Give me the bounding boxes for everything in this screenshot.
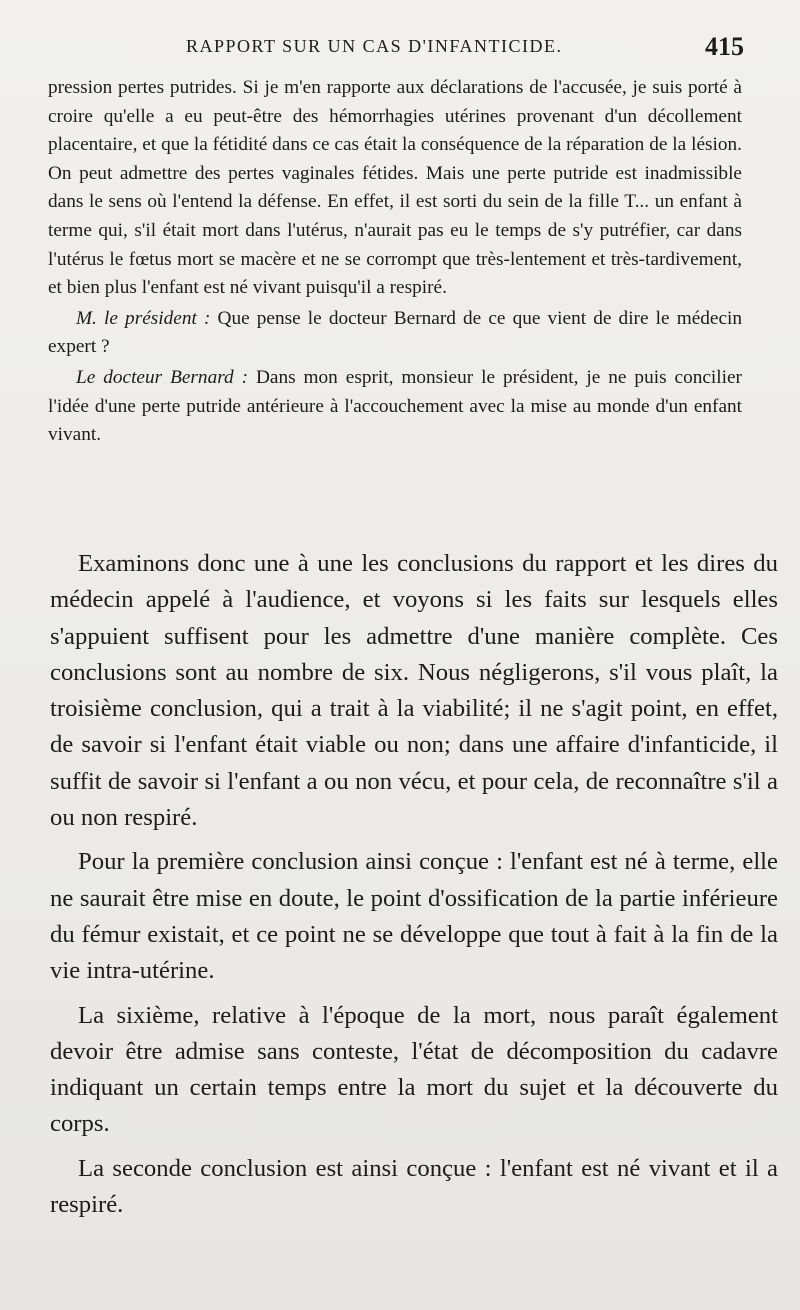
testimony-block	[48, 74, 742, 452]
body-paragraph: La seconde conclusion est ainsi conçue : l'enfant est né vivant et il a respiré.	[50, 1154, 778, 1219]
body-paragraph: La sixième, relative à l'époque de la mort, nous paraît également devoir être admise sans conteste, l'état de décomposition du cadavre indiquant un certain temps entre la mort du sujet et la découverte du corps.	[50, 1001, 778, 1138]
question-text: Que pense le docteur Bernard de ce que vient de dire le médecin expert ?	[48, 307, 743, 358]
body-paragraph: Examinons donc une à une les conclusions du rapport et les dires du médecin appelé à l'audience, et voyons si les faits sur lesquels elles s'appuient suffisent pour les admettre d'une manière complète. Ces conclusions sont au nombre de six. Nous négligerons, s'il vous plaît, la troisième conclusion, qui a trait à la viabilité; il ne s'agit point, en effet, de savoir si l'enfant était viable ou non; dans une affaire d'infanticide, il suffit de savoir si l'enfant a ou non vécu, et pour cela, de reconnaître s'il a ou non respiré.	[50, 550, 778, 832]
answer-text: Dans mon esprit, monsieur le président, je ne puis concilier l'idée d'une perte putride antérieure à l'accouchement avec la mise au monde d'un enfant vivant.	[48, 366, 742, 446]
doctor-answer	[48, 364, 742, 450]
speaker-label: Le docteur Bernard :	[76, 366, 249, 388]
president-question	[48, 305, 742, 362]
running-title: RAPPORT SUR UN CAS D'INFANTICIDE.	[186, 36, 563, 56]
testimony-paragraph: pression pertes putrides. Si je m'en rapporte aux déclarations de l'accusée, je suis porté à croire qu'elle a eu peut-être des hémorrhagies utérines provenant d'un décollement placentaire, et que la fétidité dans ce cas était la conséquence de la réparation de la lésion. On peut admettre des pertes vaginales fétides. Mais une perte putride est inadmissible dans le sens où l'entend la défense. En effet, il est sorti du sein de la fille T... un enfant à terme qui, s'il était mort dans l'utérus, n'aurait pas eu le temps de s'y putréfier, car dans l'utérus le fœtus mort se macère et ne se corrompt que très-lentement et très-tardivement, et bien plus l'enfant est né vivant puisqu'il a respiré.	[48, 77, 742, 299]
main-text-block	[50, 546, 778, 1231]
speaker-label: M. le président :	[76, 307, 211, 329]
page-number: 415	[705, 32, 744, 61]
body-paragraph: Pour la première conclusion ainsi conçue : l'enfant est né à terme, elle ne saurait être mise en doute, le point d'ossification de la partie inférieure du fémur existait, et ce point ne se développe que tout à fait à la fin de la vie intra-utérine.	[50, 848, 778, 985]
page-header	[48, 32, 744, 66]
